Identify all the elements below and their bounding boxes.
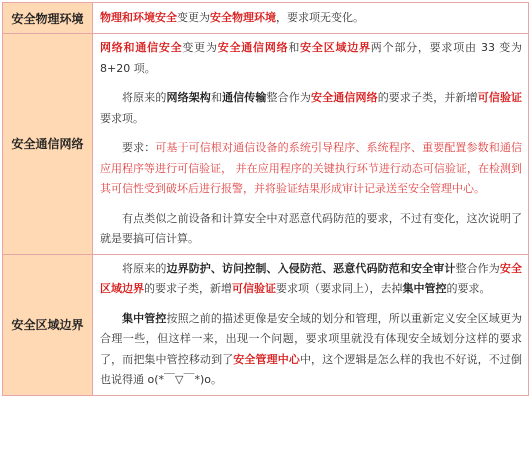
- text-run: 和: [288, 41, 301, 54]
- highlight-term: 可信验证: [477, 91, 523, 104]
- paragraph: [100, 138, 522, 200]
- comparison-table: [2, 2, 529, 396]
- highlight-term: 安全通信网络: [311, 91, 378, 104]
- text-run: 要求项（要求同上），去掉: [276, 282, 403, 295]
- paragraph: [100, 88, 522, 129]
- text-run: 变更为: [177, 10, 210, 24]
- text-run: 整合作为: [455, 261, 500, 275]
- highlight-term: 可信验证: [232, 282, 276, 295]
- row-heading: 安全区域边界: [3, 254, 93, 395]
- highlight-term: 安全管理中心: [233, 352, 300, 366]
- row-heading: 安全物理环境: [3, 3, 93, 34]
- text-run: 要求：: [122, 141, 156, 154]
- highlight-term: 安全区域边界: [300, 41, 371, 54]
- text-run: 两个部分，要求项由 33 变为 8+20 项。: [100, 41, 523, 75]
- paragraph: [100, 8, 522, 29]
- bold-term: 集中管控: [402, 282, 447, 295]
- text-run: 有点类似之前设备和计算安全中对恶意代码防范的要求，不过有变化，这次说明了就是要搞可信计算。: [100, 211, 522, 245]
- paragraph: [100, 209, 522, 250]
- paragraph: [100, 38, 522, 79]
- text-run: 按照之前的描述更像是安全域的划分和管理，所以重新定义安全区域更为合理一些，但这样一来，出现一个问题，要求项里就没有体现安全域划分这样的要求了，而把集中管控移动到了: [100, 311, 523, 366]
- text-run: 中，这个逻辑是怎么样的我也不好说，不过倒也说得通 o(*￣▽￣*)o。: [100, 352, 523, 386]
- text-run: 的要求子类，并新增: [377, 91, 478, 104]
- bold-term: 边界防护、访问控制、入侵防范、恶意代码防范和安全审计: [166, 261, 456, 275]
- highlight-term: 安全通信网络: [217, 41, 289, 54]
- row-content: [93, 3, 529, 34]
- text-run: 整合作为: [266, 91, 311, 104]
- row-heading: 安全通信网络: [3, 34, 93, 255]
- text-run: 的要求子类，新增: [144, 282, 232, 295]
- row-content: [93, 34, 529, 255]
- text-run: 将原来的: [122, 91, 167, 104]
- paragraph: [100, 259, 522, 300]
- table-row: [3, 34, 529, 255]
- text-run: 变更为: [182, 41, 218, 54]
- text-run: 和: [210, 91, 223, 104]
- paragraph: [100, 309, 522, 391]
- highlight-term: 安全物理环境: [210, 10, 276, 24]
- red-requirement-text: 可基于可信根对通信设备的系统引导程序、系统程序、重要配置参数和通信应用程序等进行可信验证， 并在应用程序的关键执行环节进行动态可信验证，在检测到其可信性受到破坏后进行报警，并将验证结果形成审计记录送至安全管理中心。: [100, 141, 522, 195]
- bold-term: 网络架构: [166, 91, 211, 104]
- table-row: [3, 3, 529, 34]
- highlight-term: 安全区域边界: [100, 261, 523, 295]
- text-run: 要求项。: [100, 111, 144, 125]
- text-run: 将原来的: [122, 261, 167, 275]
- text-run: ，要求项无变化。: [276, 10, 364, 24]
- table-row: [3, 254, 529, 395]
- highlight-term: 网络和通信安全: [100, 41, 183, 54]
- row-content: [93, 254, 529, 395]
- bold-term: 通信传输: [222, 91, 267, 104]
- highlight-term: 物理和环境安全: [100, 10, 177, 24]
- text-run: 的要求。: [446, 282, 491, 295]
- bold-term: 集中管控: [122, 311, 167, 325]
